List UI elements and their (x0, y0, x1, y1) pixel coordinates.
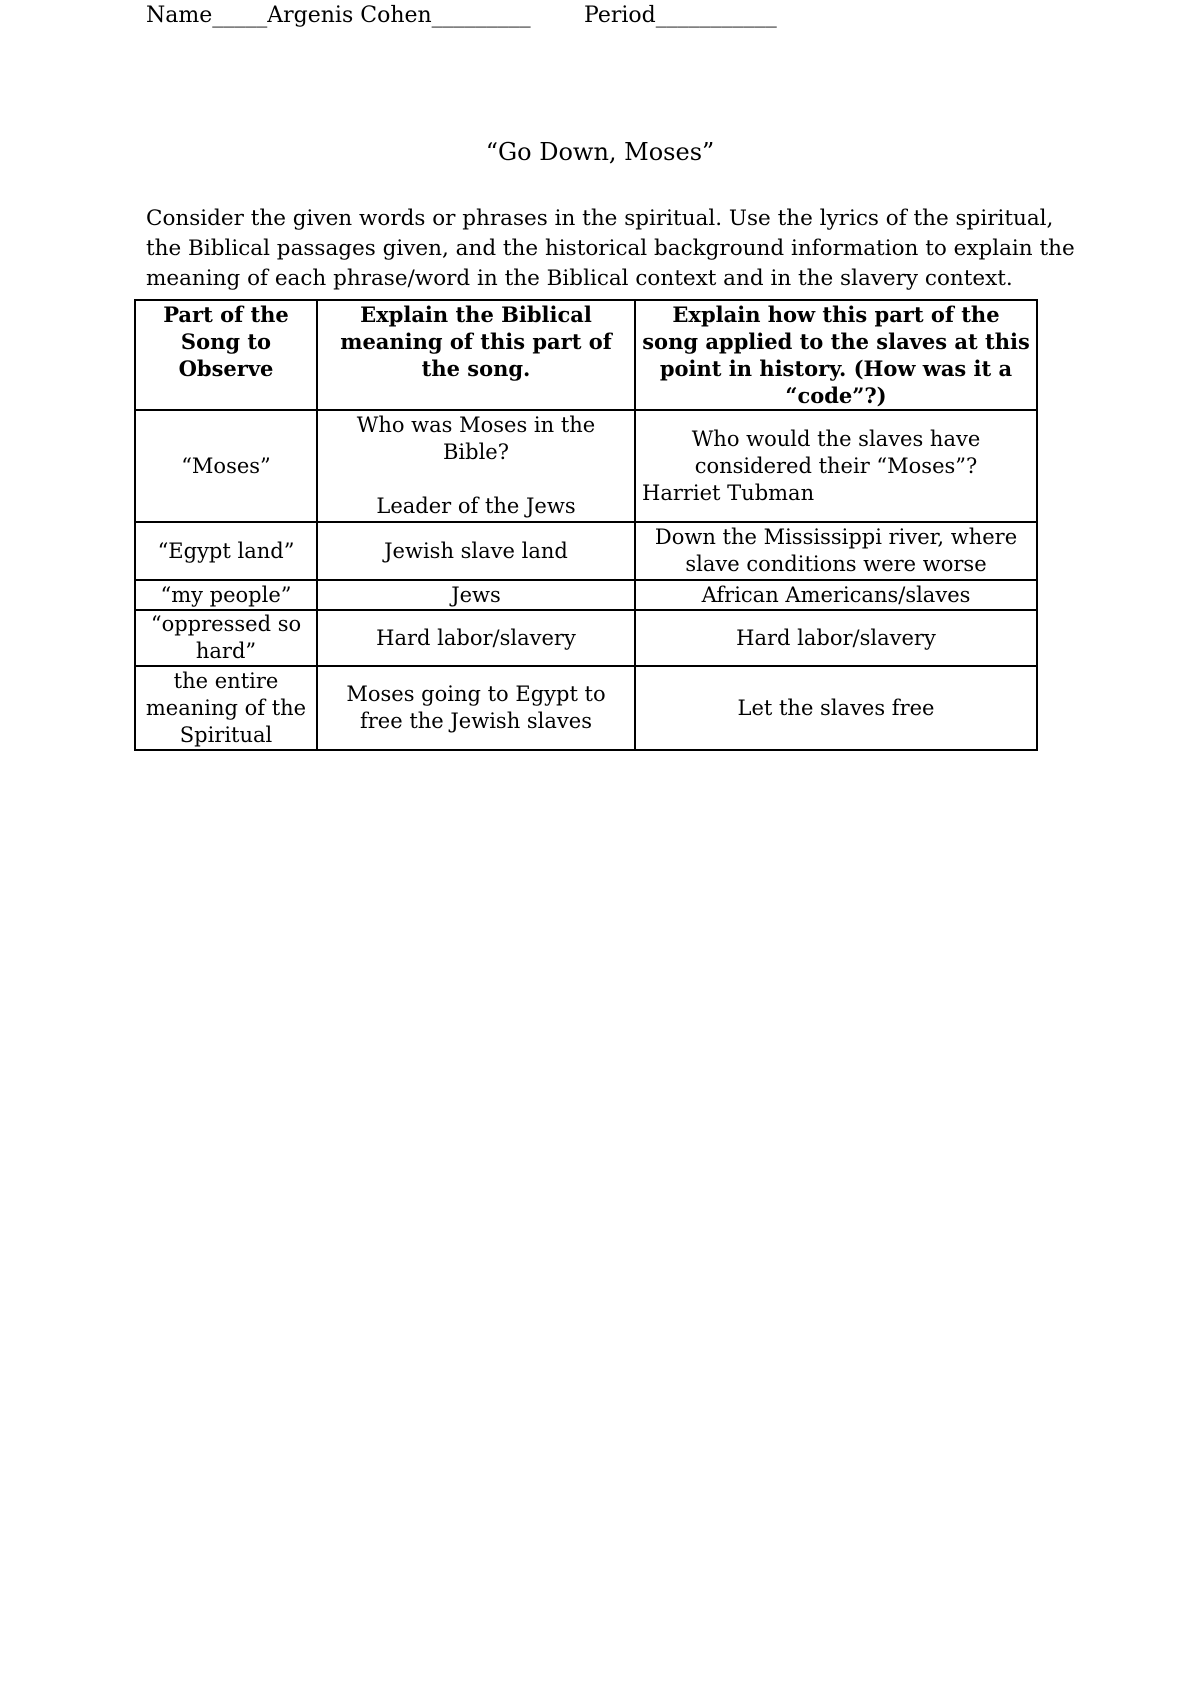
part-cell: “my people” (135, 580, 317, 610)
table-row (135, 666, 1037, 750)
instructions-paragraph: Consider the given words or phrases in the spiritual. Use the lyrics of the spiritual, the Biblical passages given, and the historical background information to explain the meaning of each phrase/word in the Biblical context and in the slavery context. (146, 206, 1075, 291)
table-row (135, 580, 1037, 610)
table-row (135, 610, 1037, 666)
slavery-cell: Hard labor/slavery (635, 610, 1037, 666)
slavery-cell: Let the slaves free (635, 666, 1037, 750)
name-field: Name_____Argenis Cohen_________ (146, 3, 531, 28)
slavery-cell: Down the Mississippi river, where slave conditions were worse (635, 522, 1037, 580)
biblical-cell: Jews (317, 580, 635, 610)
header-biblical-meaning: Explain the Biblical meaning of this part of the song. (317, 300, 635, 410)
biblical-question: Who was Moses in the Bible? (356, 413, 596, 464)
biblical-cell (317, 410, 635, 522)
page-title: “Go Down, Moses” (485, 138, 715, 166)
table-header-row (135, 300, 1037, 410)
part-cell: “oppressed so hard” (135, 610, 317, 666)
biblical-cell: Jewish slave land (317, 522, 635, 580)
table-row (135, 410, 1037, 522)
header-part-of-song: Part of the Song to Observe (135, 300, 317, 410)
biblical-cell: Hard labor/slavery (317, 610, 635, 666)
part-cell: the entire meaning of the Spiritual (135, 666, 317, 750)
slavery-answer: Harriet Tubman (642, 480, 815, 505)
slavery-question: Who would the slaves have considered their “Moses”? (691, 426, 981, 478)
table-row (135, 522, 1037, 580)
biblical-answer: Leader of the Jews (376, 494, 576, 518)
header-line (146, 2, 777, 30)
slavery-cell (635, 410, 1037, 522)
part-cell: “Moses” (135, 410, 317, 522)
biblical-cell: Moses going to Egypt to free the Jewish slaves (317, 666, 635, 750)
slavery-cell: African Americans/slaves (635, 580, 1037, 610)
header-slavery-meaning: Explain how this part of the song applied to the slaves at this point in history. (How was it a “code”?) (635, 300, 1037, 410)
part-cell: “Egypt land” (135, 522, 317, 580)
period-field: Period___________ (584, 3, 777, 28)
worksheet-table (134, 299, 1038, 751)
